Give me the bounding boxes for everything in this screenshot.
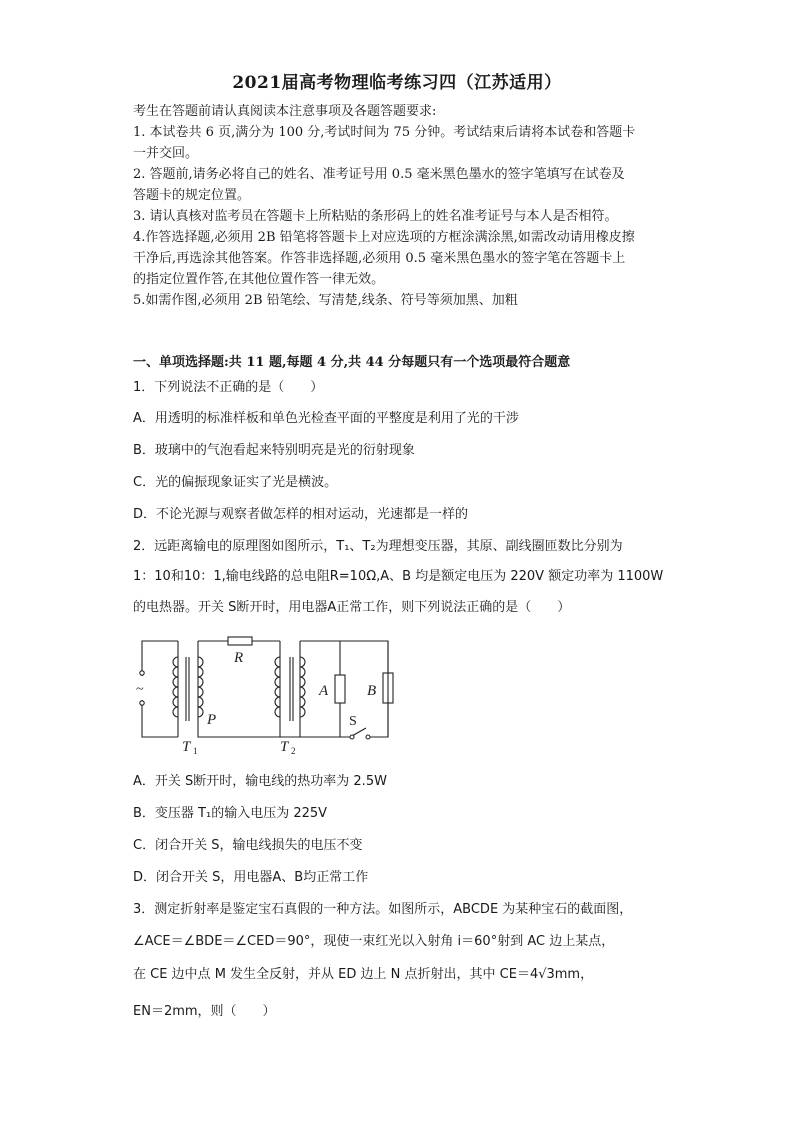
label-resistor-r: R (234, 650, 244, 666)
q3-stem-line: ∠ACE＝∠BDE＝∠CED＝90°，现使一束红光以入射角 i＝60°射到 AC 边上某点， (133, 934, 615, 949)
q1-option-c: C．光的偏振现象证实了光是横波。 (133, 475, 338, 490)
instruction-line: 答题卡的规定位置。 (133, 188, 251, 203)
section-heading: 一、单项选择题:共 11 题,每题 4 分,共 44 分每题只有一个选项最符合题意 (133, 355, 571, 370)
instruction-line: 1. 本试卷共 6 页,满分为 100 分,考试时间为 75 分钟。考试结束后请将本试卷和答题卡 (133, 125, 636, 140)
instruction-line: 的指定位置作答,在其他位置作答一律无效。 (133, 272, 385, 287)
label-t2-sub: 2 (291, 746, 296, 756)
q2-option-c: C．闭合开关 S，输电线损失的电压不变 (133, 838, 363, 853)
transmission-circuit-diagram (130, 633, 410, 757)
q2-option-b: B．变压器 T₁的输入电压为 225V (133, 806, 328, 821)
q2-stem-line: 2．远距离输电的原理图如图所示，T₁、T₂为理想变压器，其原、副线圈匝数比分别为 (133, 539, 623, 554)
label-t2: T (280, 739, 289, 755)
q1-option-a: A．用透明的标准样板和单色光检查平面的平整度是利用了光的干涉 (133, 411, 519, 426)
q2-stem-line: 1：10和10：1,输电线路的总电阻R=10Ω,A、B 均是额定电压为 220V 额定功率为 1100W (133, 569, 664, 584)
q1-stem: 1．下列说法不正确的是（ ） (133, 380, 324, 395)
instruction-line: 干净后,再选涂其他答案。作答非选择题,必须用 0.5 毫米黑色墨水的签字笔在答题卡上 (133, 251, 626, 266)
label-heater-a: A (319, 683, 329, 699)
label-switch-s: S (349, 714, 357, 729)
q3-stem-line: EN＝2mm，则（ ） (133, 1004, 276, 1019)
label-t1: T (182, 739, 191, 755)
q1-option-d: D．不论光源与观察者做怎样的相对运动，光速都是一样的 (133, 507, 469, 522)
instruction-line: 3. 请认真核对监考员在答题卡上所粘贴的条形码上的姓名准考证号与本人是否相符。 (133, 209, 618, 224)
q2-stem-line: 的电热器。开关 S断开时，用电器A正常工作，则下列说法正确的是（ ） (133, 600, 571, 615)
instructions-intro: 考生在答题前请认真阅读本注意事项及各题答题要求: (133, 104, 437, 119)
q1-option-b: B．玻璃中的气泡看起来特别明亮是光的衍射现象 (133, 443, 415, 458)
q2-option-a: A．开关 S断开时，输电线的热功率为 2.5W (133, 774, 387, 789)
q2-option-d: D．闭合开关 S，用电器A、B均正常工作 (133, 870, 369, 885)
instruction-line: 4.作答选择题,必须用 2B 铅笔将答题卡上对应选项的方框涂满涂黑,如需改动请用橡皮擦 (133, 230, 635, 245)
label-ac-source: ~ (136, 682, 144, 697)
label-t1-sub: 1 (193, 746, 198, 756)
label-heater-b: B (367, 683, 377, 699)
q3-stem-line: 在 CE 边中点 M 发生全反射，并从 ED 边上 N 点折射出，其中 CE＝4√3mm， (133, 967, 594, 982)
page-title: 2021届高考物理临考练习四（江苏适用） (232, 73, 562, 93)
instruction-line: 2. 答题前,请务必将自己的姓名、准考证号用 0.5 毫米黑色墨水的签字笔填写在试卷及 (133, 167, 625, 182)
instruction-line: 一并交回。 (133, 146, 199, 161)
label-p: P (207, 712, 217, 728)
q3-stem-line: 3．测定折射率是鉴定宝石真假的一种方法。如图所示，ABCDE 为某种宝石的截面图， (133, 902, 633, 917)
instruction-line: 5.如需作图,必须用 2B 铅笔绘、写清楚,线条、符号等须加黑、加粗 (133, 293, 518, 308)
